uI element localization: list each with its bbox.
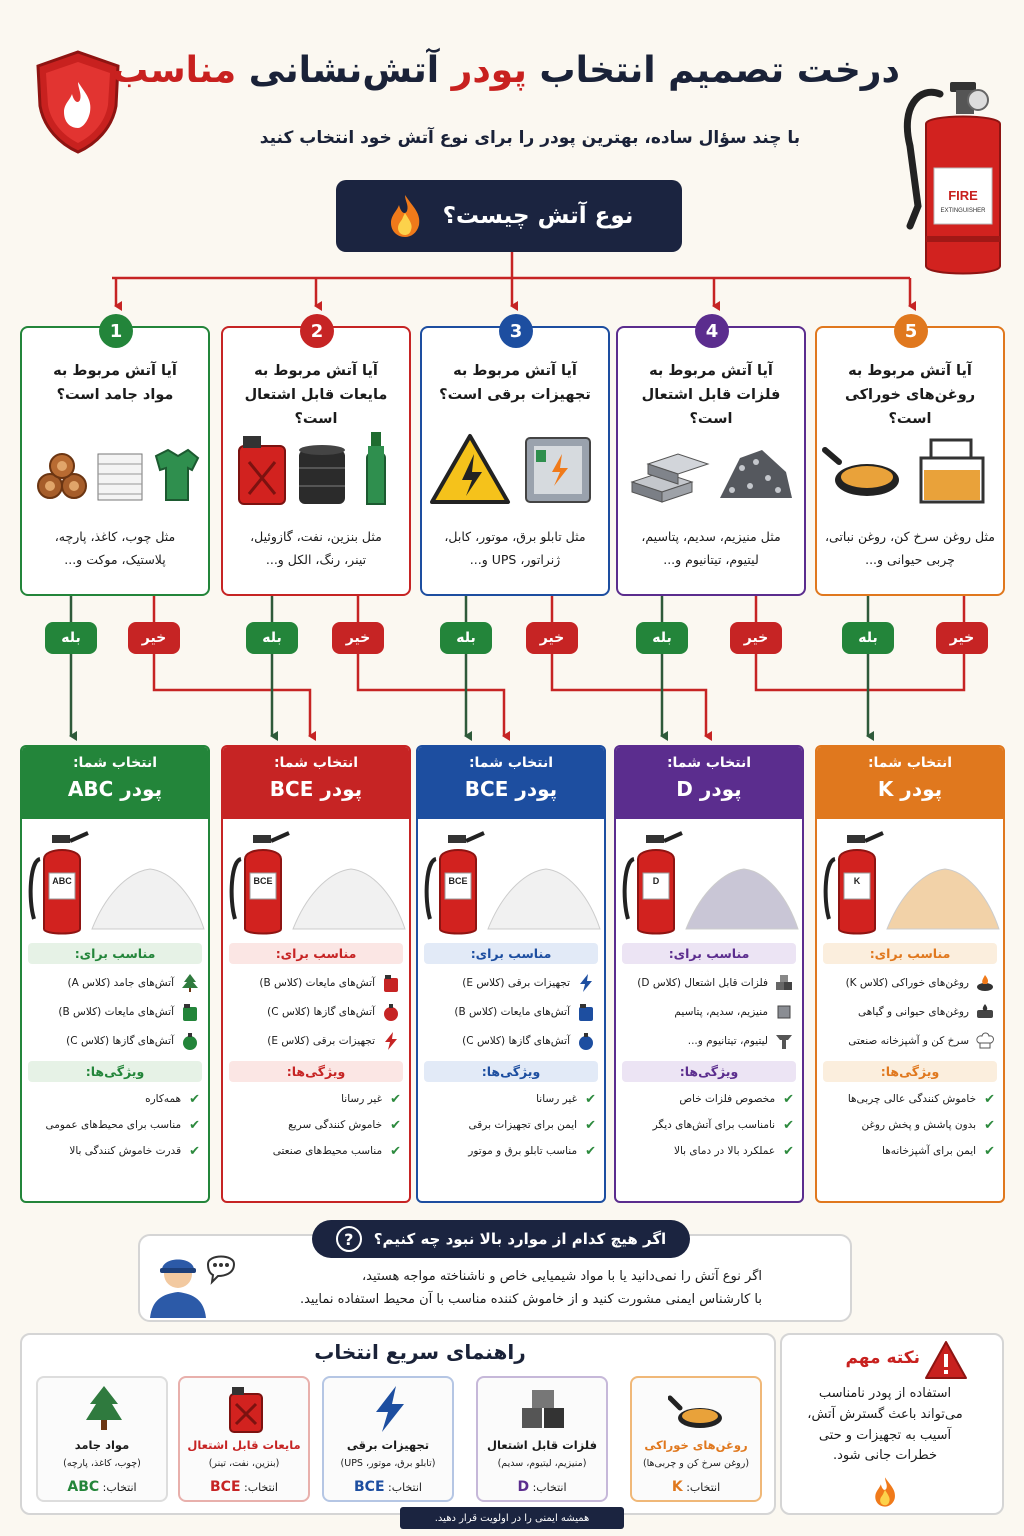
result-card-4 [614,745,804,1203]
examples-line-2: چربی حیوانی و... [865,551,955,567]
question-illustrations [825,428,995,508]
metal-cubes-icon [774,973,794,993]
jerry-can-icon [239,436,285,504]
title-part-2: آتش‌نشانی [236,50,452,91]
question-card-4 [616,320,806,596]
powder-name: پودر BCE [269,777,363,801]
frying-pan-icon [825,450,899,496]
quick-item-powder: BCE [354,1479,385,1495]
feature-item [616,1086,802,1112]
quick-item-choice [38,1479,166,1495]
powder-illustration [616,819,802,943]
root-question-text: نوع آتش چیست؟ [442,203,634,229]
page-subtitle: با چند سؤال ساده، بهترین پودر را برای نوع آتش خود انتخاب کنید [259,128,801,148]
feature-label: بدون پاشش و پخش روغن [861,1119,977,1131]
answer-yes-5: بله [842,622,894,654]
examples-line-2: ژنراتور، UPS و... [469,551,561,567]
feature-label: عملکرد بالا در دمای بالا [673,1145,776,1157]
question-number-badge: 4 [695,314,729,348]
suitable-item [28,997,200,1026]
examples-line-1: مثل بنزین، نفت، گازوئیل، [250,529,382,544]
feature-item [22,1138,208,1164]
feature-label: ایمن برای تجهیزات برقی [468,1119,578,1131]
question-illustrations [30,428,200,508]
check-icon: ✔ [783,1143,794,1159]
feature-label: غیر رسانا [341,1093,383,1105]
result-card-2 [221,745,411,1203]
quick-guide-title: راهنمای سریع انتخاب [314,1340,526,1364]
answer-no-2: خیر [332,622,384,654]
question-number-badge: 5 [894,314,928,348]
feature-item [418,1112,604,1138]
result-card-5 [815,745,1005,1203]
question-examples [823,526,997,571]
quick-item-subtitle: (منیزیم، لیتیوم، سدیم) [497,1458,587,1469]
safety-expert-icon [148,1244,238,1318]
powder-illustration [22,819,208,943]
features-list [418,1082,604,1164]
question-illustrations [430,428,600,508]
suitable-item [823,997,995,1026]
fuel-can-icon [576,1002,596,1022]
check-icon: ✔ [390,1117,401,1133]
question-examples [28,526,202,571]
extinguisher-label-extinguisher: EXTINGUISHER [940,208,986,214]
choice-label: انتخاب شما: [867,755,953,771]
quick-item-choice [632,1479,760,1495]
answer-no-4: خیر [730,622,782,654]
powder-illustration [817,819,1003,943]
extinguisher-label: D [652,876,660,886]
check-icon: ✔ [189,1143,200,1159]
check-icon: ✔ [984,1091,995,1107]
feature-item [817,1112,1003,1138]
extinguisher-label: BCE [253,876,273,886]
suitable-item-label: آتش‌های مایعات (کلاس B) [259,976,375,989]
question-text [28,360,202,408]
feature-item [223,1138,409,1164]
feature-item [817,1138,1003,1164]
question-line-2: تجهیزات برقی است؟ [439,386,591,403]
examples-line-2: پلاستیک، موکت و... [64,551,166,567]
question-illustrations [231,428,401,508]
important-note-text [790,1384,980,1467]
tree-icon [180,973,200,993]
check-icon: ✔ [390,1143,401,1159]
suitable-item-label: آتش‌های مایعات (کلاس B) [454,1005,570,1018]
suitable-item-label: منیزیم، سدیم، پتاسیم [674,1005,768,1018]
question-illustrations [626,428,796,508]
question-line-1: آیا آتش مربوط به [848,363,972,379]
paper-stack-icon [98,454,142,500]
choice-label: انتخاب شما: [273,755,359,771]
extinguisher-label-fire: FIRE [948,188,978,203]
result-header [418,747,604,819]
answer-yes-1: بله [45,622,97,654]
wood-logs-icon [38,454,86,498]
powder-name: پودر ABC [67,777,163,801]
question-line-2: مواد جامد است؟ [56,386,174,403]
feature-item [418,1086,604,1112]
quick-item-choice-label: انتخاب: [388,1481,422,1494]
metal-shavings-icon [720,450,792,498]
check-icon: ✔ [984,1117,995,1133]
chef-hat-icon [975,1031,995,1051]
result-header [223,747,409,819]
examples-line-2: لیتیوم، تیتانیوم و... [663,551,759,567]
check-icon: ✔ [585,1117,596,1133]
note-line-4: خطرات جانی شود. [833,1448,937,1464]
gas-bottle-icon [381,1002,401,1022]
lightning-icon [381,1031,401,1051]
note-flame-icon [870,1476,900,1508]
question-text [428,360,602,408]
suitable-item [823,1026,995,1055]
suitable-item-label: روغن‌های خوراکی (کلاس K) [845,976,969,989]
frying-pan-icon [668,1384,728,1434]
fuel-can-icon [381,973,401,993]
pan-fire-icon [975,973,995,993]
suitable-item [28,968,200,997]
feature-label: غیر رسانا [536,1093,578,1105]
quick-item-choice-label: انتخاب: [532,1481,567,1494]
question-number-badge: 3 [499,314,533,348]
check-icon: ✔ [783,1117,794,1133]
electrical-panel-icon [526,438,590,502]
suitable-item-label: آتش‌های جامد (کلاس A) [67,976,174,989]
answer-yes-2: بله [246,622,298,654]
suitable-item [229,968,401,997]
features-list [22,1082,208,1164]
quick-item-title: فلزات قابل اشتعال [486,1438,598,1452]
gas-bottle-icon [576,1031,596,1051]
powder-name: پودر D [676,777,742,801]
tree-icon [74,1384,134,1434]
feature-label: مناسب محیط‌های صنعتی [272,1145,383,1157]
examples-line-1: مثل تابلو برق، موتور، کابل، [444,529,586,544]
extinguisher-label: K [853,876,861,886]
suitable-item-label: آتش‌های گازها (کلاس C) [66,1034,174,1047]
feature-item [22,1112,208,1138]
question-line-2: فلزات قابل اشتعال است؟ [641,386,781,427]
quick-item-powder: D [517,1479,530,1495]
suitable-title: مناسب برای: [28,943,202,964]
suitable-title: مناسب برای: [424,943,598,964]
feature-label: مخصوص فلزات خاص [679,1093,776,1105]
quick-item-title: روغن‌های خوراکی [644,1438,748,1452]
question-card-1 [20,320,210,596]
unknown-fire-title: اگر هیچ کدام از موارد بالا نبود چه کنیم؟ [373,1230,667,1248]
anvil-icon [774,1031,794,1051]
quick-item-subtitle: (بنزین، نفت، تینر) [208,1458,280,1469]
powder-name: پودر K [877,777,943,801]
suitable-item-label: فلزات قابل اشتعال (کلاس D) [637,976,768,989]
feature-item [22,1086,208,1112]
quick-guide-item-3 [322,1376,454,1502]
features-title: ویژگی‌ها: [424,1061,598,1082]
result-header [22,747,208,819]
quick-item-title: مایعات قابل اشتعال [187,1438,301,1452]
suitable-item [622,968,794,997]
feature-label: قدرت خاموش کنندگی بالا [69,1145,182,1157]
note-line-2: می‌تواند باعث گسترش آتش، [807,1406,963,1422]
unknown-fire-title-tag [312,1220,690,1258]
examples-line-1: مثل روغن سرخ کن، روغن نباتی، [825,529,995,544]
quick-guide-item-4 [178,1376,310,1502]
footer-banner: همیشه ایمنی را در اولویت قرار دهید. [400,1507,624,1529]
quick-item-choice [478,1479,606,1495]
quick-item-powder: ABC [67,1479,100,1495]
important-note-title: نکته مهم [845,1348,920,1368]
gas-bottle-icon [180,1031,200,1051]
extinguisher-label: BCE [448,876,468,886]
question-text [229,360,403,432]
quick-item-choice-label: انتخاب: [244,1481,278,1494]
check-icon: ✔ [783,1091,794,1107]
choice-label: انتخاب شما: [468,755,554,771]
deep-fryer-icon [921,440,983,502]
suitable-item-label: لیتیوم، تیتانیوم و... [687,1034,768,1047]
suitable-item-label: سرخ کن و آشپزخانه صنعتی [848,1034,969,1047]
question-line-2: مایعات قابل اشتعال است؟ [244,386,388,427]
quick-item-choice-label: انتخاب: [686,1481,721,1494]
metal-cube-icon [774,1002,794,1022]
suitable-item [424,997,596,1026]
question-card-2 [221,320,411,596]
answer-no-1: خیر [128,622,180,654]
title-part-1: درخت تصمیم انتخاب [526,50,900,91]
suitable-item [424,968,596,997]
answer-yes-3: بله [440,622,492,654]
features-list [817,1082,1003,1164]
question-line-2: روغن‌های خوراکی است؟ [844,386,976,427]
features-title: ویژگی‌ها: [28,1061,202,1082]
suitable-item-label: روغن‌های حیوانی و گیاهی [858,1005,969,1018]
suitable-item-label: تجهیزات برقی (کلاس E) [462,976,570,989]
result-card-3 [416,745,606,1203]
suitable-item [622,997,794,1026]
quick-item-title: مواد جامد [74,1438,130,1452]
check-icon: ✔ [390,1091,401,1107]
question-number-badge: 1 [99,314,133,348]
suitable-list [817,964,1003,1055]
quick-item-powder: BCE [210,1479,241,1495]
quick-item-subtitle: (چوب، کاغذ، پارچه) [63,1458,141,1469]
quick-item-choice [324,1479,452,1495]
quick-guide-item-5 [36,1376,168,1502]
powder-illustration [418,819,604,943]
metal-ingots-icon [632,454,708,502]
quick-item-title: تجهیزات برقی [346,1438,430,1452]
check-icon: ✔ [189,1091,200,1107]
feature-item [418,1138,604,1164]
lightning-icon [360,1384,420,1434]
check-icon: ✔ [984,1143,995,1159]
tshirt-icon [156,450,198,500]
question-text [624,360,798,432]
choice-label: انتخاب شما: [666,755,752,771]
question-examples [428,526,602,571]
feature-label: نامناسب برای آتش‌های دیگر [652,1119,776,1131]
feature-item [223,1086,409,1112]
suitable-item [823,968,995,997]
feature-label: خاموش کنندگی سریع [288,1119,383,1131]
answer-yes-4: بله [636,622,688,654]
metal-cubes-icon [514,1384,574,1434]
features-list [223,1082,409,1164]
feature-item [817,1086,1003,1112]
suitable-item-label: آتش‌های گازها (کلاس C) [462,1034,570,1047]
question-line-1: آیا آتش مربوط به [453,363,577,379]
question-mark-icon: ? [336,1226,362,1252]
features-title: ویژگی‌ها: [229,1061,403,1082]
quick-item-choice-label: انتخاب: [102,1481,137,1494]
bottle-icon [367,432,385,504]
check-icon: ✔ [189,1117,200,1133]
oil-barrel-icon [299,445,345,504]
question-line-1: آیا آتش مربوط به [649,363,773,379]
powder-illustration [223,819,409,943]
quick-item-choice [180,1479,308,1495]
question-examples [229,526,403,571]
powder-name: پودر BCE [464,777,558,801]
suitable-list [418,964,604,1055]
suitable-item [229,1026,401,1055]
unknown-fire-text [230,1266,762,1312]
suitable-title: مناسب برای: [229,943,403,964]
extinguisher-label: ABC [52,876,72,886]
feature-label: خاموش کنندگی عالی چربی‌ها [847,1093,977,1105]
oil-drop-icon [975,1002,995,1022]
suitable-item-label: تجهیزات برقی (کلاس E) [267,1034,375,1047]
warning-icon [924,1340,968,1380]
quick-guide-item-1 [630,1376,762,1502]
suitable-title: مناسب برای: [823,943,997,964]
suitable-item-label: آتش‌های مایعات (کلاس B) [58,1005,174,1018]
result-header [817,747,1003,819]
check-icon: ✔ [585,1091,596,1107]
answer-no-3: خیر [526,622,578,654]
answer-no-5: خیر [936,622,988,654]
feature-label: مناسب برای محیط‌های عمومی [45,1119,182,1131]
suitable-list [616,964,802,1055]
examples-line-1: مثل منیزیم، سدیم، پتاسیم، [641,529,781,544]
question-line-1: آیا آتش مربوط به [53,363,177,379]
suitable-list [223,964,409,1055]
feature-item [616,1112,802,1138]
suitable-item-label: آتش‌های گازها (کلاس C) [267,1005,375,1018]
lightning-icon [576,973,596,993]
quick-guide-item-2 [476,1376,608,1502]
question-examples [624,526,798,571]
question-line-1: آیا آتش مربوط به [254,363,378,379]
note-line-3: آسیب به تجهیزات و حتی [818,1427,952,1443]
features-list [616,1082,802,1164]
examples-line-2: تینر، رنگ، الکل و... [265,551,367,567]
result-card-1 [20,745,210,1203]
title-highlight-powder: پودر [451,50,527,91]
choice-label: انتخاب شما: [72,755,158,771]
question-card-3 [420,320,610,596]
feature-label: همه‌کاره [145,1093,182,1105]
feature-label: مناسب تابلو برق و موتور [468,1145,578,1157]
suitable-item [229,997,401,1026]
fuel-can-icon [180,1002,200,1022]
feature-item [223,1112,409,1138]
question-text [823,360,997,432]
check-icon: ✔ [585,1143,596,1159]
question-card-5 [815,320,1005,596]
features-title: ویژگی‌ها: [622,1061,796,1082]
feature-item [616,1138,802,1164]
quick-item-powder: K [671,1479,683,1495]
jerry-can-icon [216,1384,276,1434]
note-line-1: استفاده از پودر نامناسب [818,1386,952,1401]
info-line-2: با کارشناس ایمنی مشورت کنید و از خاموش کننده مناسب با آن محیط استفاده نمایید. [299,1291,762,1307]
suitable-list [22,964,208,1055]
suitable-item [424,1026,596,1055]
quick-item-subtitle: (روغن سرخ کن و چربی‌ها) [642,1458,750,1469]
features-title: ویژگی‌ها: [823,1061,997,1082]
quick-item-subtitle: (تابلو برق، موتور، UPS) [340,1458,436,1469]
suitable-item [622,1026,794,1055]
info-line-1: اگر نوع آتش را نمی‌دانید یا با مواد شیمیایی خاص و ناشناخته مواجه هستید، [361,1269,762,1284]
examples-line-1: مثل چوب، کاغذ، پارچه، [54,529,176,544]
electric-warning-icon [432,436,508,502]
result-header [616,747,802,819]
question-number-badge: 2 [300,314,334,348]
title-highlight-suitable: مناسب [112,50,237,91]
suitable-title: مناسب برای: [622,943,796,964]
suitable-item [28,1026,200,1055]
feature-label: ایمن برای آشپزخانه‌ها [882,1145,977,1157]
